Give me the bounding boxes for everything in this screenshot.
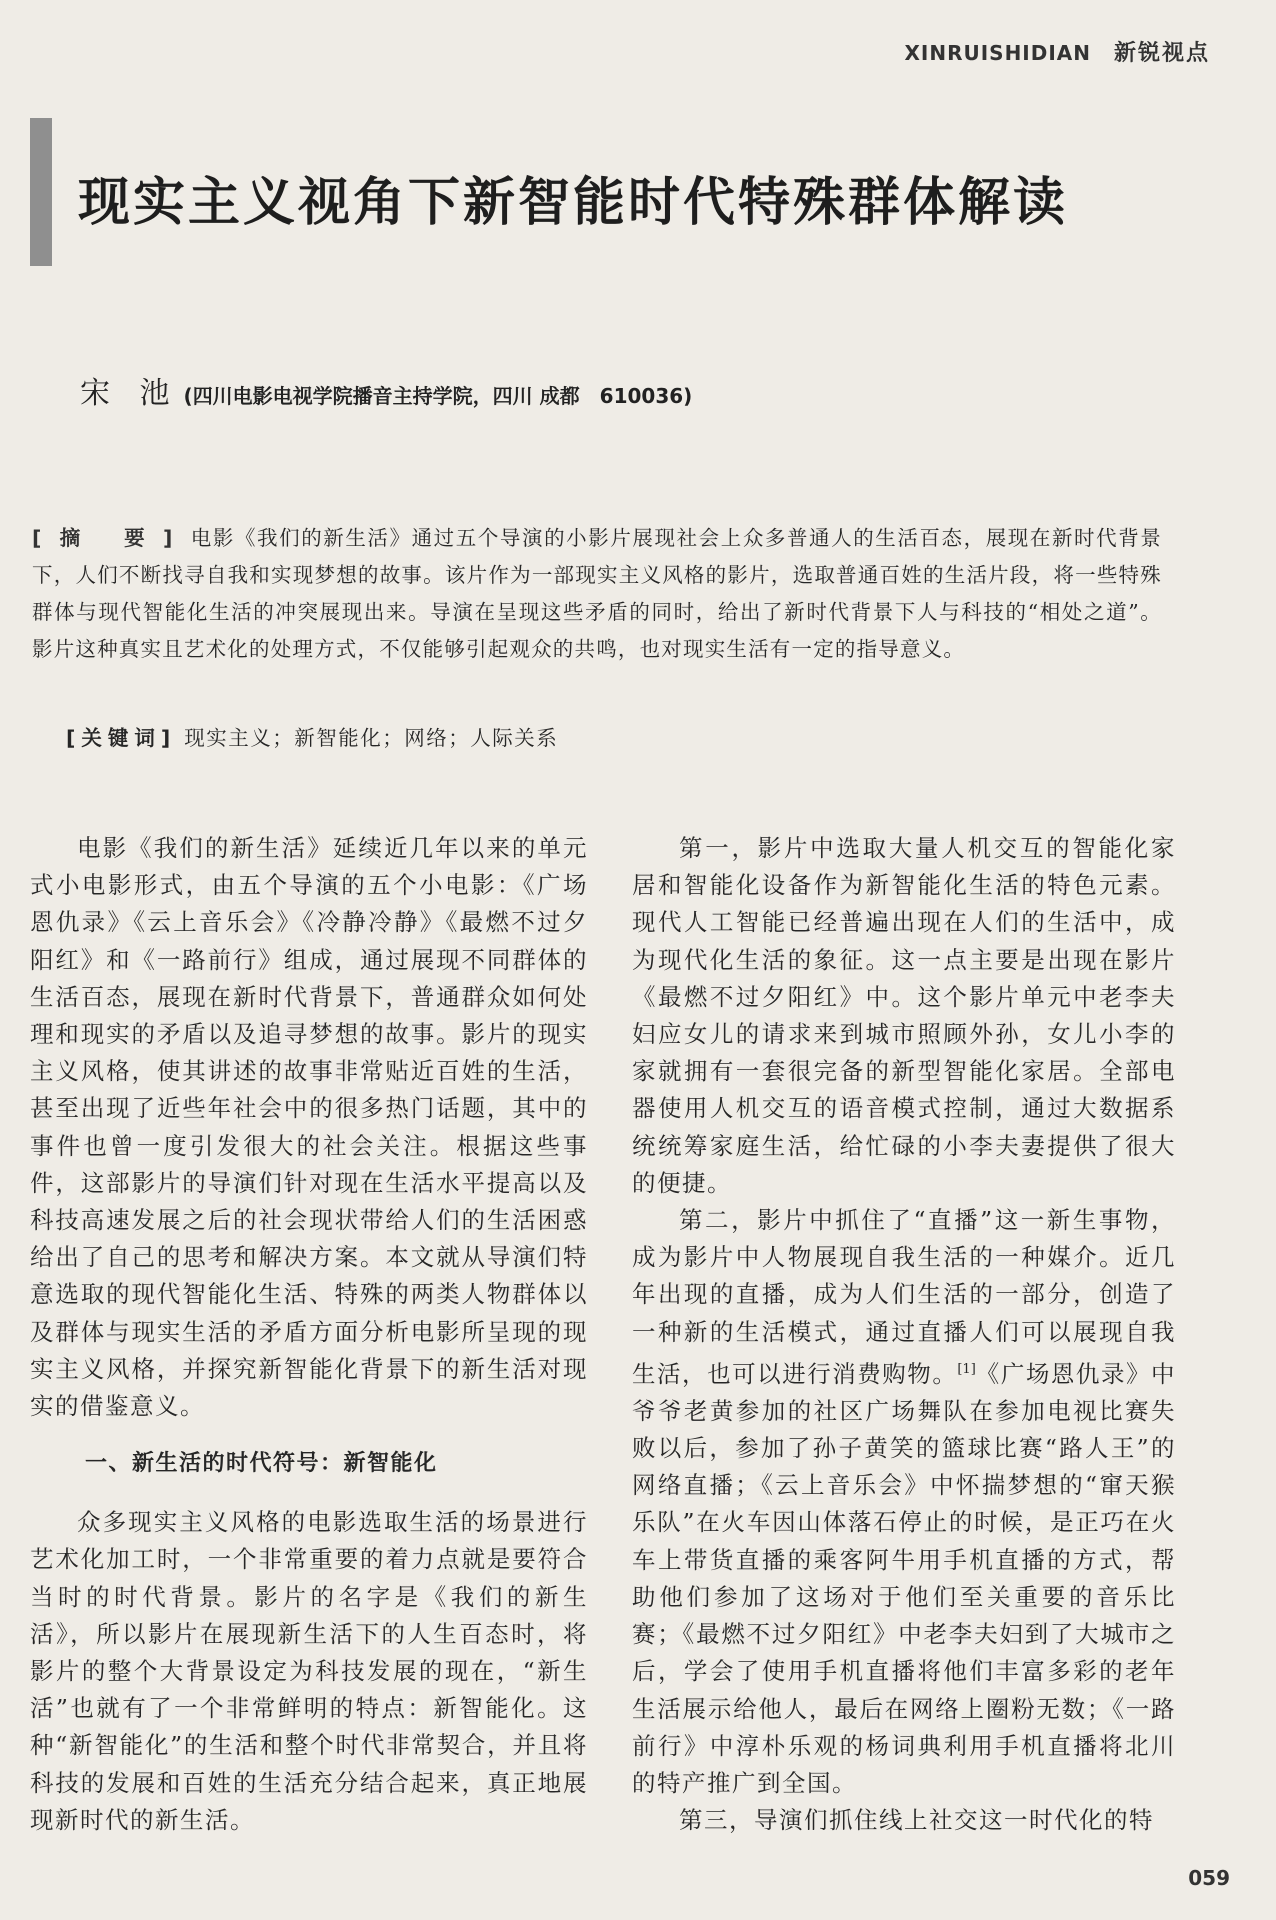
body-column-left [30, 830, 588, 1839]
article-title: 现实主义视角下新智能时代特殊群体解读 [78, 173, 1069, 233]
page-number: 059 [1188, 1866, 1230, 1890]
author-affiliation: (四川电影电视学院播音主持学院，四川 成都 610036) [183, 384, 693, 408]
running-header-latin: XINRUISHIDIAN [904, 41, 1092, 65]
body-paragraph [632, 1202, 1176, 1802]
keywords [66, 720, 1166, 757]
body-paragraph: 电影《我们的新生活》延续近几年以来的单元式小电影形式，由五个导演的五个小电影：《广场恩仇录》《云上音乐会》《冷静冷静》《最燃不过夕阳红》和《一路前行》组成，通过展现不同群体的生活百态，展现在新时代背景下，普通群众如何处理和现实的矛盾以及追寻梦想的故事。影片的现实主义风格，使其讲述的故事非常贴近百姓的生活，甚至出现了近些年社会中的很多热门话题，其中的事件也曾一度引发很大的社会关注。根据这些事件，这部影片的导演们针对现在生活水平提高以及科技高速发展之后的社会现状带给人们的生活困惑给出了自己的思考和解决方案。本文就从导演们特意选取的现代智能化生活、特殊的两类人物群体以及群体与现实生活的矛盾方面分析电影所呈现的现实主义风格，并探究新智能化背景下的新生活对现实的借鉴意义。 [30, 834, 588, 1421]
abstract [32, 520, 1162, 668]
author-name: 宋 池 [80, 376, 180, 411]
paragraph-text: 第二，影片中抓住了“直播”这一新生事物，成为影片中人物展现自我生活的一种媒介。近几年出现的直播，成为人们生活的一部分，创造了一种新的生活模式，通过直播人们可以展现自我生活，也可以进行消费购物。 [632, 1206, 1176, 1388]
body-paragraph: 众多现实主义风格的电影选取生活的场景进行艺术化加工时，一个非常重要的着力点就是要符合当时的时代背景。影片的名字是《我们的新生活》，所以影片在展现新生活下的人生百态时，将影片的整个大背景设定为科技发展的现在，“新生活”也就有了一个非常鲜明的特点：新智能化。这种“新智能化”的生活和整个时代非常契合，并且将科技的发展和百姓的生活充分结合起来，真正地展现新时代的新生活。 [30, 1508, 588, 1834]
body-paragraph: 第三，导演们抓住线上社交这一时代化的特 [679, 1806, 1154, 1835]
section-heading: 一、新生活的时代符号：新智能化 [85, 1451, 438, 1477]
abstract-text: 电影《我们的新生活》通过五个导演的小影片展现社会上众多普通人的生活百态，展现在新时代背景下，人们不断找寻自我和实现梦想的故事。该片作为一部现实主义风格的影片，选取普通百姓的生活片段，将一些特殊群体与现代智能化生活的冲突展现出来。导演在呈现这些矛盾的同时，给出了新时代背景下人与科技的“相处之道”。影片这种真实且艺术化的处理方式，不仅能够引起观众的共鸣，也对现实生活有一定的指导意义。 [32, 526, 1162, 661]
running-header-chinese: 新锐视点 [1113, 41, 1210, 66]
title-accent-bar [30, 118, 52, 266]
keywords-label: [关键词] [66, 726, 177, 750]
abstract-label: [摘 要] [32, 526, 191, 550]
paragraph-text: 《广场恩仇录》中爷爷老黄参加的社区广场舞队在参加电视比赛失败以后，参加了孙子黄笑的篮球比赛“路人王”的网络直播；《云上音乐会》中怀揣梦想的“窜天猴乐队”在火车因山体落石停止的时候，是正巧在火车上带货直播的乘客阿牛用手机直播的方式，帮助他们参加了这场对于他们至关重要的音乐比赛；《最燃不过夕阳红》中老李夫妇到了大城市之后，学会了使用手机直播将他们丰富多彩的老年生活展示给他人，最后在网络上圈粉无数；《一路前行》中淳朴乐观的杨词典利用手机直播将北川的特产推广到全国。 [632, 1359, 1177, 1797]
keywords-text: 现实主义；新智能化；网络；人际关系 [184, 726, 559, 750]
body-column-right [632, 830, 1176, 1839]
author-line [80, 368, 692, 412]
body-paragraph: 第一，影片中选取大量人机交互的智能化家居和智能化设备作为新智能化生活的特色元素。现代人工智能已经普遍出现在人们的生活中，成为现代化生活的象征。这一点主要是出现在影片《最燃不过夕阳红》中。这个影片单元中老李夫妇应女儿的请求来到城市照顾外孙，女儿小李的家就拥有一套很完备的新型智能化家居。全部电器使用人机交互的语音模式控制，通过大数据系统统筹家庭生活，给忙碌的小李夫妻提供了很大的便捷。 [632, 834, 1176, 1197]
citation-reference: [1] [957, 1361, 976, 1377]
running-header [904, 36, 1210, 67]
